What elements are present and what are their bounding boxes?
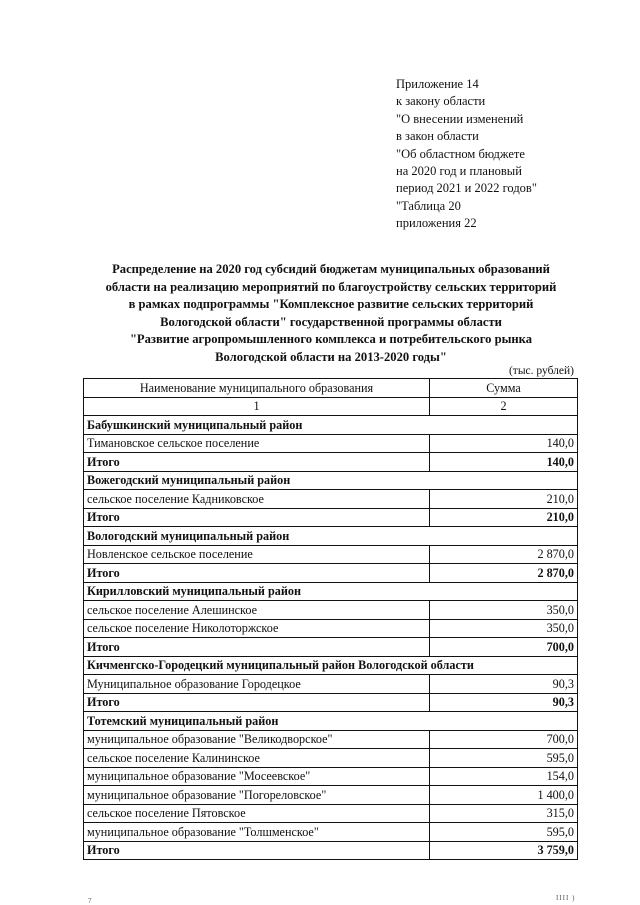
total-label: Итого [84,564,430,583]
appendix-line: в закон области [396,129,479,144]
district-row [84,416,578,435]
total-value: 2 870,0 [430,564,578,583]
total-value: 3 759,0 [430,841,578,860]
table-header-row [84,379,578,398]
table-row [84,786,578,805]
column-number: 2 [430,397,578,416]
total-value: 700,0 [430,638,578,657]
title-line: в рамках подпрограммы "Комплексное развитие сельских территорий [128,297,534,312]
total-label: Итого [84,508,430,527]
total-row [84,453,578,472]
amount-value: 350,0 [430,619,578,638]
appendix-line: на 2020 год и плановый [396,164,522,179]
district-row [84,712,578,731]
total-label: Итого [84,453,430,472]
table-row [84,767,578,786]
district-row [84,582,578,601]
document-title [70,261,592,367]
municipality-name: Муниципальное образование Городецкое [84,675,430,694]
units-label: (тыс. рублей) [508,365,574,377]
municipality-name: сельское поселение Алешинское [84,601,430,620]
table-row [84,823,578,842]
total-value: 140,0 [430,453,578,472]
appendix-line: "Об областном бюджете [396,146,525,161]
municipality-name: муниципальное образование "Мосеевское" [84,767,430,786]
title-line: области на реализацию мероприятий по благоустройству сельских территорий [105,279,557,294]
amount-value: 595,0 [430,823,578,842]
column-number-row [84,397,578,416]
total-label: Итого [84,638,430,657]
page-mark-left: 7 [88,897,92,905]
district-name: Бабушкинский муниципальный район [84,416,578,435]
district-row [84,471,578,490]
amount-value: 154,0 [430,767,578,786]
subsidy-table [83,378,578,860]
municipality-name: Тимановское сельское поселение [84,434,430,453]
amount-value: 1 400,0 [430,786,578,805]
total-label: Итого [84,693,430,712]
appendix-line: "О внесении изменений [396,111,524,126]
district-row [84,656,578,675]
municipality-name: сельское поселение Кадниковское [84,490,430,509]
table-row [84,434,578,453]
district-name: Вологодский муниципальный район [84,527,578,546]
page-mark-right: ІІІІ ) [556,894,576,902]
district-name: Вожегодский муниципальный район [84,471,578,490]
amount-value: 90,3 [430,675,578,694]
district-name: Кирилловский муниципальный район [84,582,578,601]
table-row [84,749,578,768]
district-name: Тотемский муниципальный район [84,712,578,731]
title-line: Вологодской области" государственной программы области [160,314,502,329]
municipality-name: муниципальное образование "Толшменское" [84,823,430,842]
table-row [84,490,578,509]
appendix-line: Приложение 14 [396,77,479,91]
total-value: 210,0 [430,508,578,527]
municipality-name: муниципальное образование "Великодворское" [84,730,430,749]
district-row [84,527,578,546]
header-amount: Сумма [430,379,578,398]
table-row [84,804,578,823]
amount-value: 700,0 [430,730,578,749]
table-row [84,601,578,620]
column-number: 1 [84,397,430,416]
appendix-header [396,76,537,233]
amount-value: 2 870,0 [430,545,578,564]
header-name: Наименование муниципального образования [84,379,430,398]
title-line: "Развитие агропромышленного комплекса и потребительского рынка [129,332,533,347]
total-row [84,564,578,583]
appendix-line: к закону области [396,94,486,109]
table-body [84,379,578,860]
total-row [84,638,578,657]
total-value: 90,3 [430,693,578,712]
appendix-line: период 2021 и 2022 годов" [396,181,537,196]
total-label: Итого [84,841,430,860]
municipality-name: муниципальное образование "Погореловское" [84,786,430,805]
municipality-name: сельское поселение Калининское [84,749,430,768]
amount-value: 210,0 [430,490,578,509]
total-row [84,841,578,860]
table-row [84,675,578,694]
table-row [84,730,578,749]
amount-value: 595,0 [430,749,578,768]
district-name: Кичменгско-Городецкий муниципальный район Вологодской области [84,656,578,675]
total-row [84,693,578,712]
total-row [84,508,578,527]
municipality-name: Новленское сельское поселение [84,545,430,564]
table-row [84,545,578,564]
appendix-line: приложения 22 [396,216,477,231]
amount-value: 350,0 [430,601,578,620]
amount-value: 315,0 [430,804,578,823]
appendix-line: "Таблица 20 [396,198,461,213]
table-row [84,619,578,638]
municipality-name: сельское поселение Пятовское [84,804,430,823]
title-line: Распределение на 2020 год субсидий бюджетам муниципальных образований [112,262,550,276]
municipality-name: сельское поселение Николоторжское [84,619,430,638]
title-line: Вологодской области на 2013-2020 годы" [215,349,447,364]
amount-value: 140,0 [430,434,578,453]
